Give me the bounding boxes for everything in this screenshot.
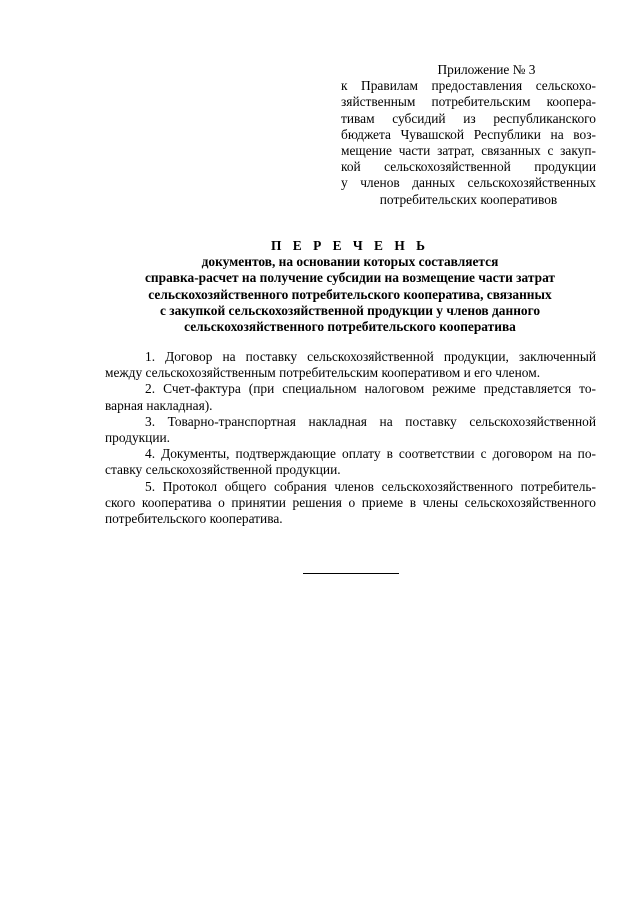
list-item-line: варная накладная). <box>105 397 213 413</box>
document-heading <box>100 238 600 335</box>
appendix-note <box>341 62 596 208</box>
list-item <box>105 414 596 446</box>
end-divider <box>303 573 399 574</box>
list-item-line: 1. Договор на поставку сельскохозяйственной продукции, заключенный <box>145 349 596 364</box>
appendix-line: бюджета Чувашской Республики на воз- <box>341 126 596 142</box>
list-item-line: ского кооператива о принятии решения о приеме в члены сельскохозяйственного <box>105 494 596 510</box>
list-item <box>105 479 596 528</box>
appendix-body <box>341 78 596 208</box>
list-item-line: 3. Товарно-транспортная накладная на поставку сельскохозяйственной <box>145 413 596 429</box>
appendix-title: Приложение № 3 <box>437 62 536 77</box>
appendix-line: мещение части затрат, связанных с закуп- <box>341 143 596 159</box>
list-item-line: 4. Документы, подтверждающие оплату в соответствии с договором на по- <box>145 446 596 462</box>
appendix-line: потребительских кооперативов <box>379 191 558 207</box>
document-list <box>105 349 596 527</box>
appendix-line: у членов данных сельскохозяйственных <box>341 175 596 191</box>
list-item <box>105 381 596 413</box>
heading-line: справка-расчет на получение субсидии на возмещение части затрат <box>144 270 556 286</box>
appendix-line: кой сельскохозяйственной продукции <box>341 159 596 175</box>
list-item-line: 5. Протокол общего собрания членов сельскохозяйственного потребитель- <box>145 478 596 494</box>
list-item-line: ставку сельскохозяйственной продукции. <box>105 462 341 478</box>
list-item-line: между сельскохозяйственным потребительским кооперативом и его членом. <box>105 365 541 381</box>
heading-line: сельскохозяйственного потребительского кооператива <box>184 319 516 335</box>
appendix-line: к Правилам предоставления сельскохо- <box>341 78 596 94</box>
list-item <box>105 446 596 478</box>
heading-line: сельскохозяйственного потребительского кооператива, связанных <box>148 286 552 302</box>
heading-line: с закупкой сельскохозяйственной продукции у членов данного <box>159 302 541 318</box>
appendix-line: тивам субсидий из республиканского <box>341 110 596 126</box>
list-item-line: 2. Счет-фактура (при специальном налоговом режиме представляется то- <box>145 381 596 397</box>
heading-title: П Е Р Е Ч Е Н Ь <box>271 238 429 253</box>
list-item-line: продукции. <box>105 430 171 446</box>
list-item-line: потребительского кооператива. <box>105 511 283 527</box>
list-item <box>105 349 596 381</box>
heading-line: документов, на основании которых составляется <box>201 254 499 270</box>
appendix-line: зяйственным потребительским коопера- <box>341 94 596 110</box>
